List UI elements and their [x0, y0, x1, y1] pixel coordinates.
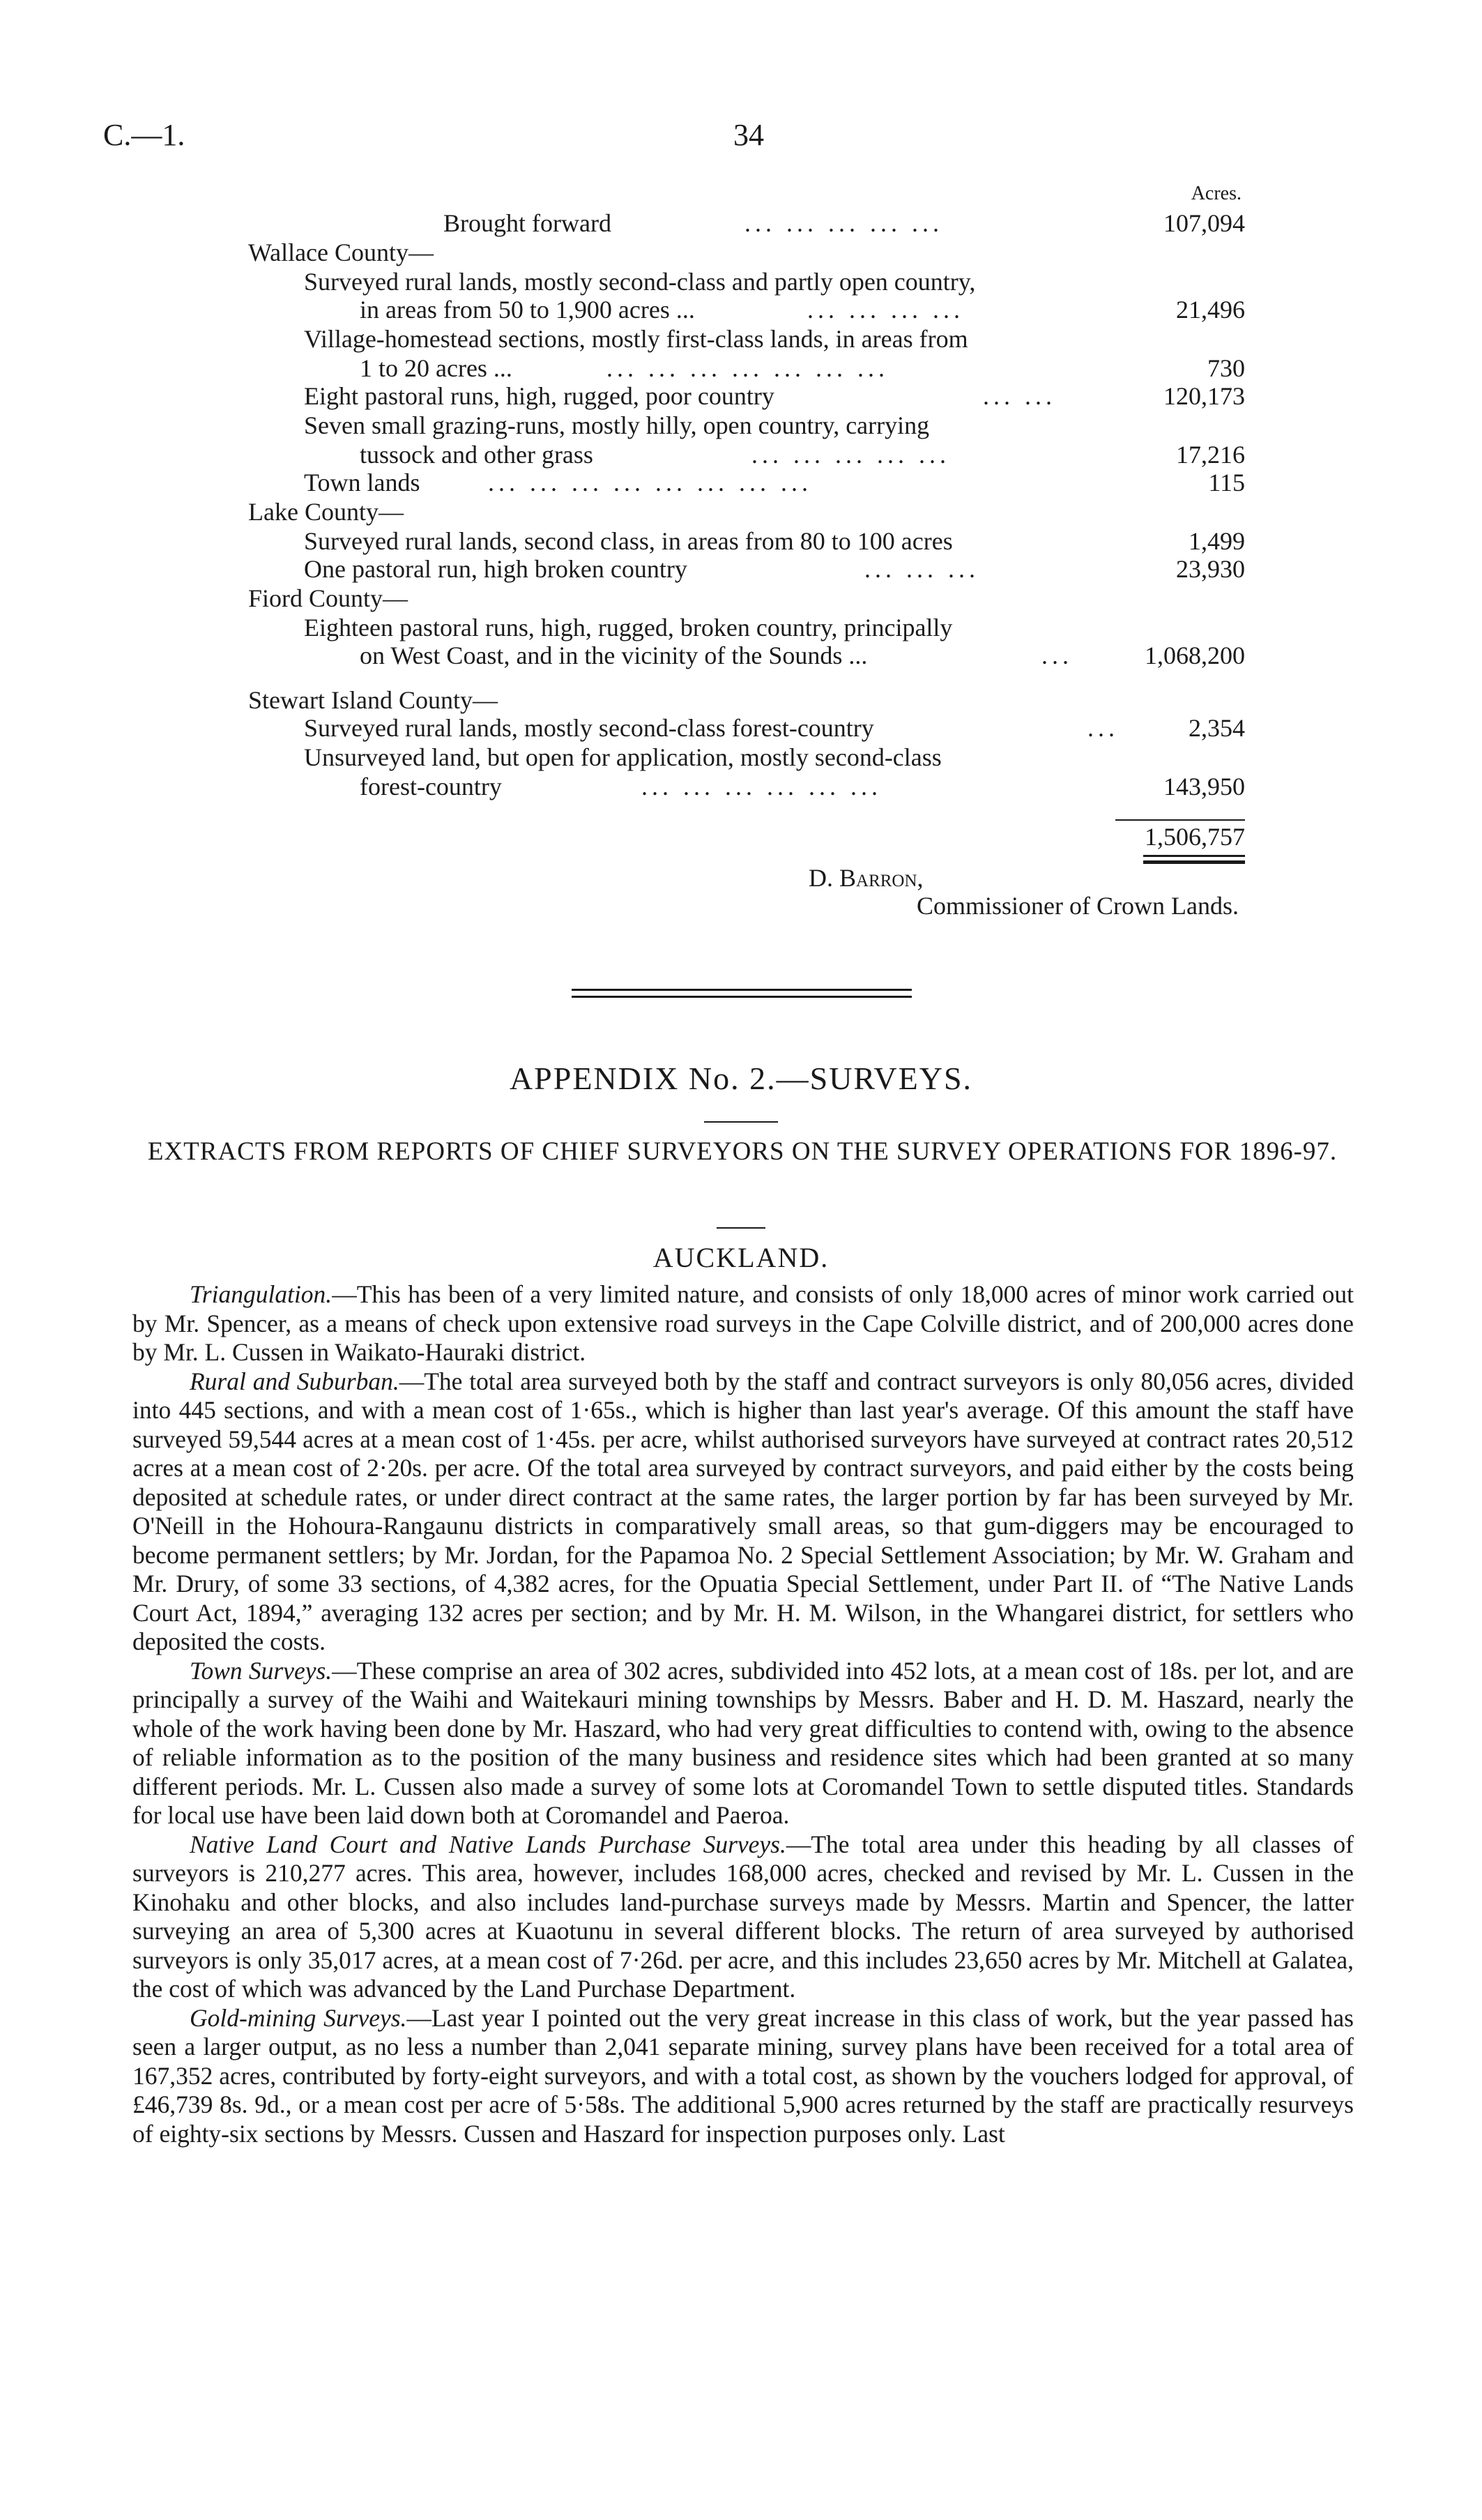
row-label: Eighteen pastoral runs, high, rugged, broken country, principally: [304, 614, 953, 642]
leader-dots: ... ... ... ... ... ...: [641, 773, 882, 800]
leader-dots: ... ... ... ... ...: [744, 209, 943, 237]
row-value: 1,499: [1189, 527, 1245, 555]
county-heading: Fiord County—: [248, 584, 408, 612]
leader-dots: ... ...: [983, 382, 1056, 410]
section-divider: [572, 996, 912, 998]
row-label: Surveyed rural lands, mostly second-class forest-country: [304, 714, 874, 742]
acres-column-heading: Acres.: [1191, 183, 1242, 204]
paragraph-gold-mining: [132, 2004, 1354, 2149]
signatory-title: Commissioner of Crown Lands.: [917, 892, 1239, 920]
sum-rule: [1115, 819, 1245, 821]
row-label: One pastoral run, high broken country: [304, 555, 687, 583]
paragraph-lead: Gold-mining Surveys.: [190, 2003, 407, 2032]
paragraph-rural-suburban: [132, 1367, 1354, 1657]
row-label: in areas from 50 to 1,900 acres ...: [360, 296, 695, 324]
county-heading: Stewart Island County—: [248, 686, 498, 714]
row-label: Surveyed rural lands, mostly second-class and partly open country,: [304, 268, 976, 296]
section-divider: [572, 989, 912, 991]
leader-dots: ...: [1041, 642, 1073, 669]
row-value: 21,496: [1176, 296, 1245, 324]
row-label: Seven small grazing-runs, mostly hilly, open country, carrying: [304, 411, 930, 439]
paragraph-text: —These comprise an area of 302 acres, subdivided into 452 lots, at a mean cost of 18s. per lot, and are principally a survey of the Waihi and Waitekauri mining townships by Messrs. Baber and H. D. M. Haszard, nearly the whole of the work having been done by Mr. Haszard, who had very great difficulties to contend with, owing to the absence of reliable information as to the position of the many business and residence sites which had been granted at so many different periods. Mr. L. Cussen also made a survey of some lots at Coromandel Town to settle disputed titles. Standards for local use have been laid down both at Coromandel and Paeroa.: [132, 1656, 1354, 1829]
report-body: [132, 1280, 1354, 2148]
row-value: 23,930: [1176, 555, 1245, 583]
row-value: 143,950: [1163, 773, 1245, 800]
row-label: Town lands: [304, 469, 420, 496]
row-value: 115: [1208, 469, 1245, 496]
title-rule: [704, 1121, 778, 1123]
report-reference: C.—1.: [103, 118, 185, 152]
row-label: forest-country: [360, 773, 502, 800]
row-label: Village-homestead sections, mostly first-class lands, in areas from: [304, 325, 968, 353]
row-label: Eight pastoral runs, high, rugged, poor country: [304, 382, 774, 410]
paragraph-text: —The total area surveyed both by the staff and contract surveyors is only 80,056 acres, divided into 445 sections, and with a mean cost of 1·65s., which is higher than last year's average. Of this amount the staff have surveyed 59,544 acres at a mean cost of 1·45s. per acre, whilst authorised surveyors have surveyed at contract rates 20,512 acres at a mean cost of 2·20s. per acre. Of the total area surveyed by contract surveyors, and paid either by the costs being deposited at schedule rates, or under direct contract at the same rates, the larger portion by far has been surveyed by Mr. O'Neill in the Hohoura-Rangaunu districts in comparatively small areas, so that gum-diggers may be encouraged to become permanent settlers; by Mr. Jordan, for the Papamoa No. 2 Special Settlement Association; by Mr. W. Graham and Mr. Drury, of some 33 sections, of 4,382 acres, for the Opuatia Special Settlement, under Part II. of “The Native Lands Court Act, 1894,” averaging 132 acres per section; and by Mr. H. M. Wilson, in the Whangarei district, for settlers who deposited the costs.: [132, 1367, 1354, 1655]
paragraph-triangulation: [132, 1280, 1354, 1367]
row-value: 1,068,200: [1145, 642, 1245, 669]
county-heading: Wallace County—: [248, 238, 434, 266]
row-value: 2,354: [1189, 714, 1245, 742]
row-label: tussock and other grass: [360, 441, 593, 469]
appendix-subtitle: EXTRACTS FROM REPORTS OF CHIEF SURVEYORS ON THE SURVEY OPERATIONS FOR 1896-97.: [147, 1137, 1338, 1166]
leader-dots: ... ... ... ... ...: [751, 441, 950, 469]
paragraph-text: —This has been of a very limited nature, and consists of only 18,000 acres of minor work carried out by Mr. Spencer, as a means of check upon extensive road surveys in the Cape Colville district, and of 200,000 acres done by Mr. L. Cussen in Waikato-Hauraki district.: [132, 1280, 1354, 1366]
section-heading: AUCKLAND.: [652, 1242, 830, 1273]
paragraph-text: —Last year I pointed out the very great increase in this class of work, but the year passed has seen a larger output, as no less a number than 2,041 separate mining, survey plans have been received for a total area of 167,352 acres, contributed by forty-eight surveyors, and with a total cost, as shown by the vouchers lodged for approval, of £46,739 8s. 9d., or a mean cost per acre of 5·58s. The additional 5,900 acres returned by the staff are practically resurveys of eighty-six sections by Messrs. Cussen and Haszard for inspection purposes only. Last: [132, 2003, 1354, 2148]
row-value: 107,094: [1163, 209, 1245, 237]
page-number: 34: [733, 118, 764, 152]
paragraph-text: —The total area under this heading by all classes of surveyors is 210,277 acres. This area, however, includes 168,000 acres, checked and revised by Mr. L. Cussen in the Kinohaku and other blocks, and also includes land-purchase surveys made by Messrs. Martin and Spencer, the latter surveying an area of 5,300 acres at Kuaotunu in several different blocks. The return of area surveyed by authorised surveyors is only 35,017 acres, at a mean cost of 7·26d. per acre, and this includes 23,650 acres by Mr. Mitchell at Galatea, the cost of which was advanced by the Land Purchase Department.: [132, 1830, 1354, 2003]
paragraph-lead: Triangulation.: [190, 1280, 333, 1308]
leader-dots: ... ... ... ... ... ... ...: [606, 354, 889, 382]
signatory-name: D. Barron,: [809, 864, 924, 892]
total-double-rule: [1143, 860, 1245, 864]
row-label: Surveyed rural lands, second class, in areas from 80 to 100 acres: [304, 527, 953, 555]
row-label: Unsurveyed land, but open for application, mostly second-class: [304, 743, 942, 771]
paragraph-lead: Town Surveys.: [190, 1656, 333, 1685]
paragraph-lead: Native Land Court and Native Lands Purchase Surveys.: [190, 1830, 786, 1858]
row-value: 730: [1207, 354, 1245, 382]
paragraph-lead: Rural and Suburban.: [190, 1367, 399, 1395]
total-double-rule: [1143, 855, 1245, 857]
leader-dots: ...: [1087, 714, 1119, 742]
county-heading: Lake County—: [248, 498, 404, 526]
row-label: Brought forward: [443, 209, 611, 237]
paragraph-town-surveys: [132, 1657, 1354, 1830]
appendix-title: APPENDIX No. 2.—SURVEYS.: [509, 1061, 973, 1096]
table-total: 1,506,757: [1145, 823, 1245, 851]
leader-dots: ... ... ...: [864, 555, 979, 583]
row-value: 120,173: [1163, 382, 1245, 410]
leader-dots: ... ... ... ...: [807, 296, 964, 324]
subtitle-rule: [717, 1227, 765, 1229]
paragraph-native-land: [132, 1830, 1354, 2004]
row-label: 1 to 20 acres ...: [360, 354, 512, 382]
row-value: 17,216: [1176, 441, 1245, 469]
row-label: on West Coast, and in the vicinity of the Sounds ...: [360, 642, 868, 669]
leader-dots: ... ... ... ... ... ... ... ...: [488, 469, 812, 496]
